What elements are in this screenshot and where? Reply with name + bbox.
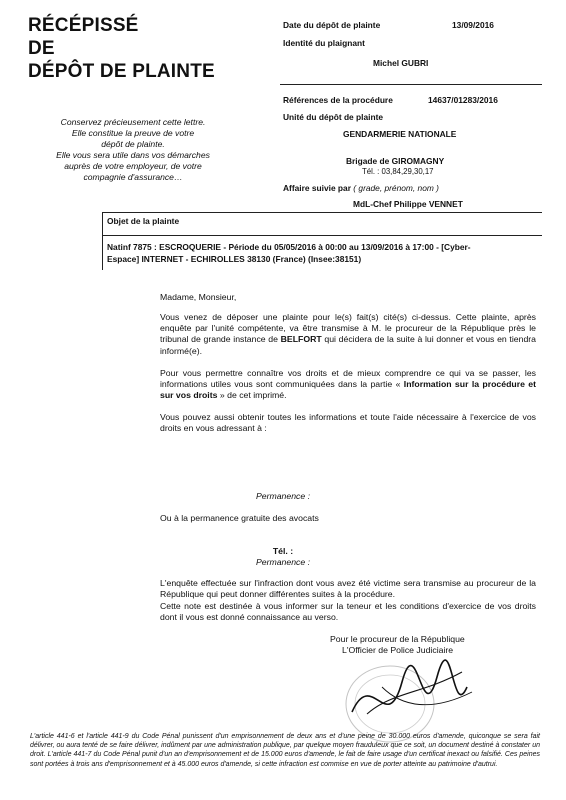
date-value: 13/09/2016 [452,20,494,30]
brigade-name: Brigade de GIROMAGNY [346,156,445,166]
p2-text-b: » de cet imprimé. [217,390,287,401]
avocats-line: Ou à la permanence gratuite des avocats [160,513,319,523]
permanence-1: Permanence : [255,491,311,501]
references-label: Références de la procédure [283,95,393,105]
conserve-line: auprès de votre employeur, de votre [64,161,202,171]
paragraph-4: L'enquête effectuée sur l'infraction dont vous avez été victime sera transmise au procureur de la République qui peut donner différentes suites à la procédure. [160,578,536,600]
salutation: Madame, Monsieur, [160,292,237,302]
conserve-line: Conservez précieusement cette lettre. [60,117,206,127]
affaire-label: Affaire suivie par [283,183,351,193]
divider [102,235,542,236]
permanence-2: Permanence : [255,557,311,567]
conserve-line: Elle constitue la preuve de votre [71,128,195,138]
paragraph-3: Vous pouvez aussi obtenir toutes les informations et toute l'aide nécessaire à l'exercice de vos droits en vous adressant à : [160,412,536,434]
divider [102,212,103,270]
date-label: Date du dépôt de plainte [283,20,381,30]
objet-label: Objet de la plainte [107,216,180,226]
references-value: 14637/01283/2016 [428,95,498,105]
agent-name: MdL-Chef Philippe VENNET [353,199,463,209]
conserve-note [28,117,238,183]
title-line: RÉCÉPISSÉ [28,15,139,36]
document-title [28,14,215,83]
conserve-line: dépôt de plainte. [101,139,165,149]
affaire-row [283,183,439,194]
conserve-line: Elle vous sera utile dans vos démarches [56,150,210,160]
title-line: DÉPÔT DE PLAINTE [28,61,215,82]
identite-label: Identité du plaignant [283,38,365,48]
p1-text-b: qui décidera de la suite à lui donner et vous en tiendra informé(e). [160,334,536,356]
p2-text-a: Pour vous permettre connaître vos droits et de mieux comprendre ce qui va se passer, les informations utiles vous sont communiquées dans la partie « [160,368,536,390]
objet-text [107,242,543,265]
paragraph-5: Cette note est destinée à vous informer sur la teneur et les conditions d'exercice de vos droits dont il vous est donné connaissance au verso. [160,601,536,623]
objet-line: Espace] INTERNET - ECHIROLLES 38130 (France) (Insee:38151) [107,253,362,264]
p2-bold: Information sur la procédure et sur vos droits [160,379,537,401]
unite-label: Unité du dépôt de plainte [283,112,384,122]
paragraph-2 [160,368,536,402]
brigade-phone: Tél. : 03,84,29,30,17 [362,167,434,176]
plaignant-name: Michel GUBRI [373,58,429,68]
unite-value: GENDARMERIE NATIONALE [343,129,457,139]
objet-line: Natinf 7875 : ESCROQUERIE - Période du 05/05/2016 à 00:00 au 13/09/2016 à 17:00 - [Cyber- [107,242,471,252]
affaire-hint: ( grade, prénom, nom ) [353,183,439,193]
p1-text-a: Vous venez de déposer une plainte pour le(s) fait(s) cité(s) ci-dessus. Cette plainte, après enquête par l'unité compétente, va être transmise à M. le procureur de la République près le tribunal de grande instance de [160,312,536,345]
p1-city: BELFORT [280,334,322,345]
signature-line-2: L'Officier de Police Judiciaire [342,645,454,655]
divider [102,212,542,213]
divider [280,84,542,85]
signature-line-1: Pour le procureur de la République [330,634,465,644]
paragraph-1 [160,312,536,357]
tel-label: Tél. : [272,546,294,556]
conserve-line: compagnie d'assurance… [83,172,183,182]
legal-notice: L'article 441-6 et l'article 441-9 du Code Pénal punissent d'un emprisonnement de deux ans et d'une peine de 30.000 euros d'amende, quiconque se sera fait délivrer, ou aura tenté de se faire délivrer, indûment par une administration publique, par quelque moyen frauduleux que ce soit, un document destiné à constater un droit. L'article 441-7 du Code Pénal punit d'un an d'emprisonnement et de 15.000 euros d'amende, le fait de faire usage d'un certificat inexact ou falsifié. Ces peines sont portées à trois ans d'emprisonnement et à 45.000 euros d'amende, si cette infraction est commise en vue de porter atteinte au patrimoine d'autrui. [30,733,540,768]
title-line: DE [28,38,55,59]
